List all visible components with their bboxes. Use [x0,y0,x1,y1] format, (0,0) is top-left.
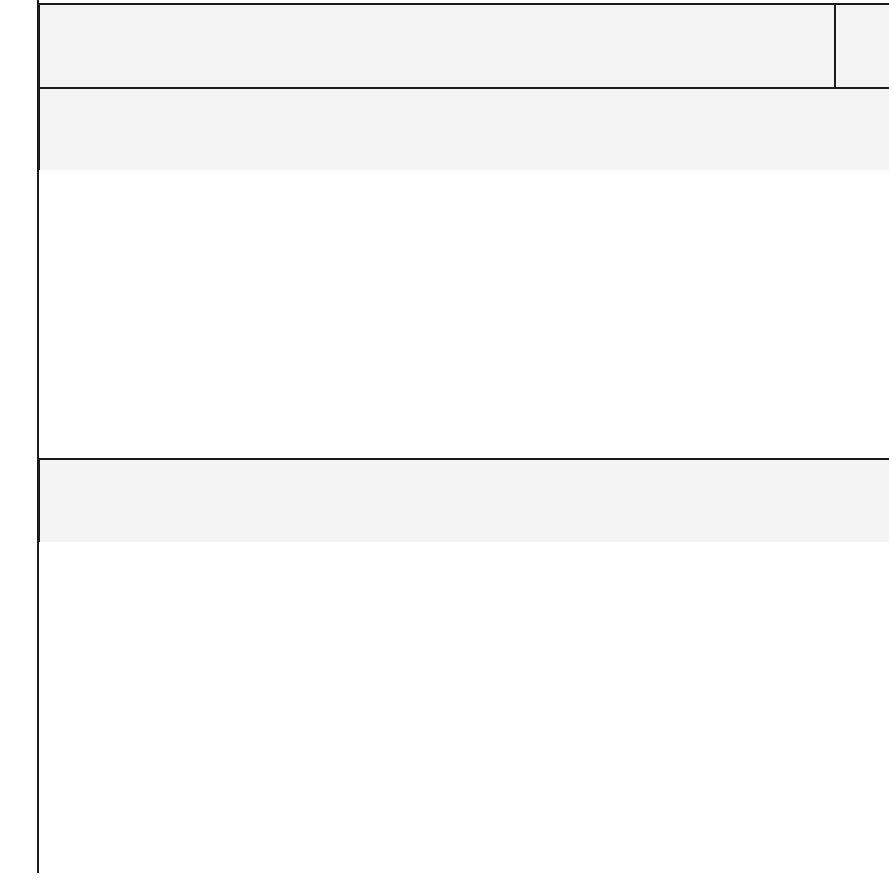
sheet-title[interactable] [40,5,836,87]
blank-row[interactable] [38,458,889,542]
blank-row[interactable] [38,87,889,170]
spreadsheet [38,3,889,873]
title-band [38,3,889,87]
